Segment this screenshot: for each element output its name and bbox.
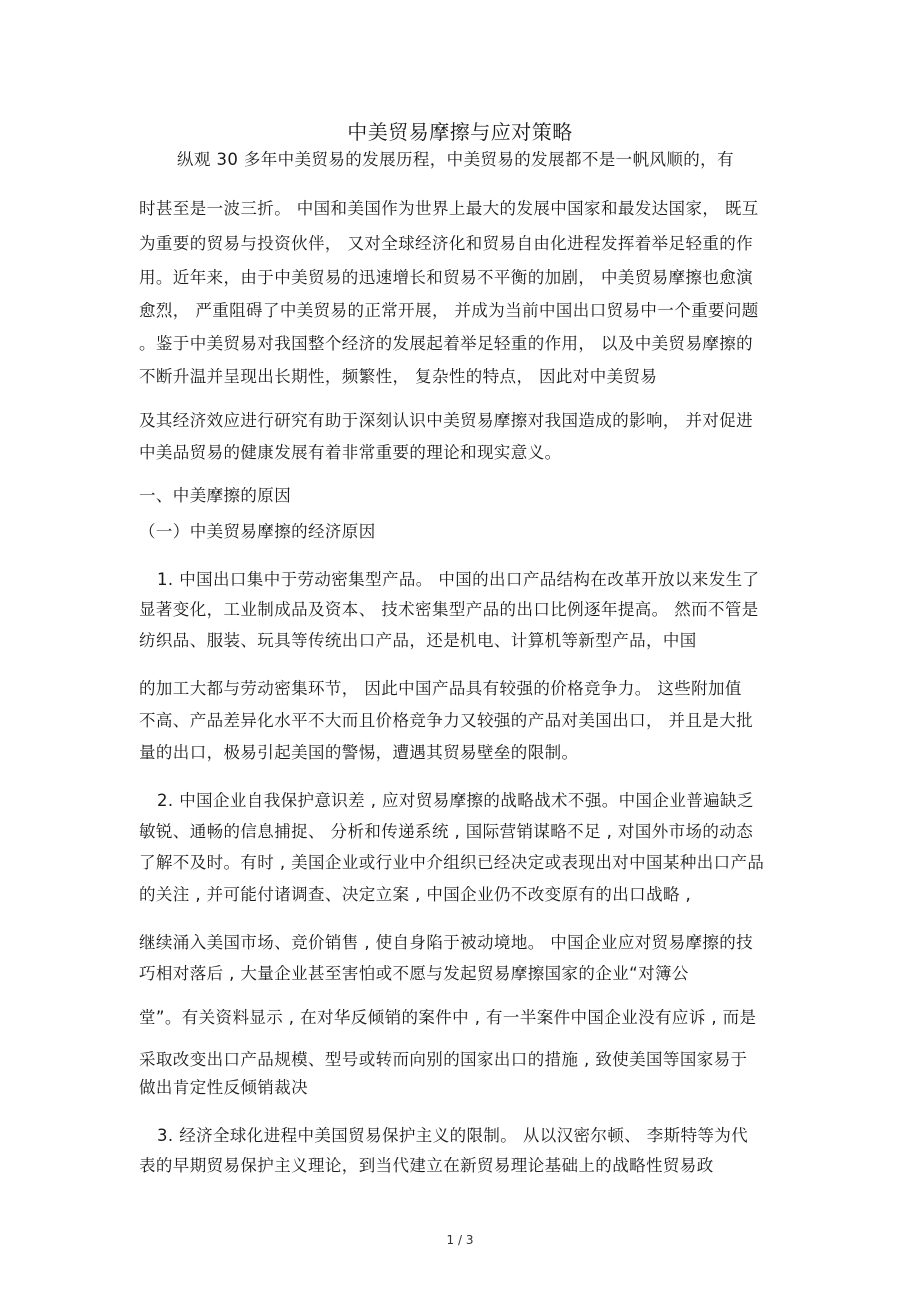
text-line: 3. 经济全球化进程中美国贸易保护主义的限制。 从以汉密尔顿、 李斯特等为代 — [157, 1126, 749, 1145]
subsection-heading: （一）中美贸易摩擦的经济原因 — [139, 522, 376, 541]
text-line: 堂”。有关资料显示 , 在对华反倾销的案件中 , 有一半案件中国企业没有应诉 , 而是 — [139, 1008, 757, 1027]
text-line: 。鉴于中美贸易对我国整个经济的发展起着举足轻重的作用， 以及中美贸易摩擦的 — [139, 334, 754, 353]
text-line: 纵观 30 多年中美贸易的发展历程，中美贸易的发展都不是一帆风顺的，有 — [177, 150, 734, 169]
text-line: 的关注 , 并可能付诸调查、决定立案 , 中国企业仍不改变原有的出口战略 , — [139, 885, 692, 904]
text-line: 纺织品、服装、玩具等传统出口产品，还是机电、计算机等新型产品，中国 — [139, 631, 697, 650]
text-line: 2. 中国企业自我保护意识差 , 应对贸易摩擦的战略战术不强。中国企业普遍缺乏 — [157, 791, 754, 810]
text-line: 显著变化，工业制成品及资本、 技术密集型产品的出口比例逐年提高。 然而不管是 — [139, 600, 759, 619]
text-line: 愈烈， 严重阻碍了中美贸易的正常开展， 并成为当前中国出口贸易中一个重要问题 — [139, 301, 759, 320]
section-heading: 一、中美摩擦的原因 — [139, 486, 292, 505]
text-line: 做出肯定性反倾销裁决 — [139, 1078, 308, 1097]
text-line: 及其经济效应进行研究有助于深刻认识中美贸易摩擦对我国造成的影响， 并对促进 — [139, 411, 754, 430]
text-line: 不断升温并呈现出长期性，频繁性， 复杂性的特点， 因此对中美贸易 — [139, 367, 658, 386]
text-line: 中美品贸易的健康发展有着非常重要的理论和现实意义。 — [139, 443, 562, 462]
text-line: 表的早期贸易保护主义理论，到当代建立在新贸易理论基础上的战略性贸易政 — [139, 1156, 714, 1175]
text-line: 量的出口，极易引起美国的警惕，遭遇其贸易壁垒的限制。 — [139, 743, 579, 762]
text-line: 采取改变出口产品规模、型号或转而向别的国家出口的措施 , 致使美国等国家易于 — [139, 1050, 748, 1069]
page-number: 1 / 3 — [446, 1233, 474, 1247]
text-line: 为重要的贸易与投资伙伴， 又对全球经济化和贸易自由化进程发挥着举足轻重的作 — [139, 234, 754, 253]
text-line: 了解不及时。有时 , 美国企业或行业中介组织已经决定或表现出对中国某种出口产品 — [139, 853, 765, 872]
text-line: 敏锐、通畅的信息捕捉、 分析和传递系统 , 国际营销谋略不足 , 对国外市场的动态 — [139, 822, 754, 841]
text-line: 的加工大都与劳动密集环节， 因此中国产品具有较强的价格竞争力。 这些附加值 — [139, 679, 742, 698]
text-line: 不高、产品差异化水平不大而且价格竞争力又较强的产品对美国出口， 并且是大批 — [139, 711, 754, 730]
text-line: 继续涌入美国市场、竞价销售 , 使自身陷于被动境地。 中国企业应对贸易摩擦的技 — [139, 933, 754, 952]
text-line: 时甚至是一波三折。 中国和美国作为世界上最大的发展中国家和最发达国家， 既互 — [139, 199, 759, 218]
text-line: 用。近年来，由于中美贸易的迅速增长和贸易不平衡的加剧， 中美贸易摩擦也愈演 — [139, 268, 754, 287]
text-line: 巧相对落后 , 大量企业甚至害怕或不愿与发起贸易摩擦国家的企业“对簿公 — [139, 964, 689, 983]
text-line: 1. 中国出口集中于劳动密集型产品。 中国的出口产品结构在改革开放以来发生了 — [157, 570, 760, 589]
document-title: 中美贸易摩擦与应对策略 — [347, 120, 573, 144]
